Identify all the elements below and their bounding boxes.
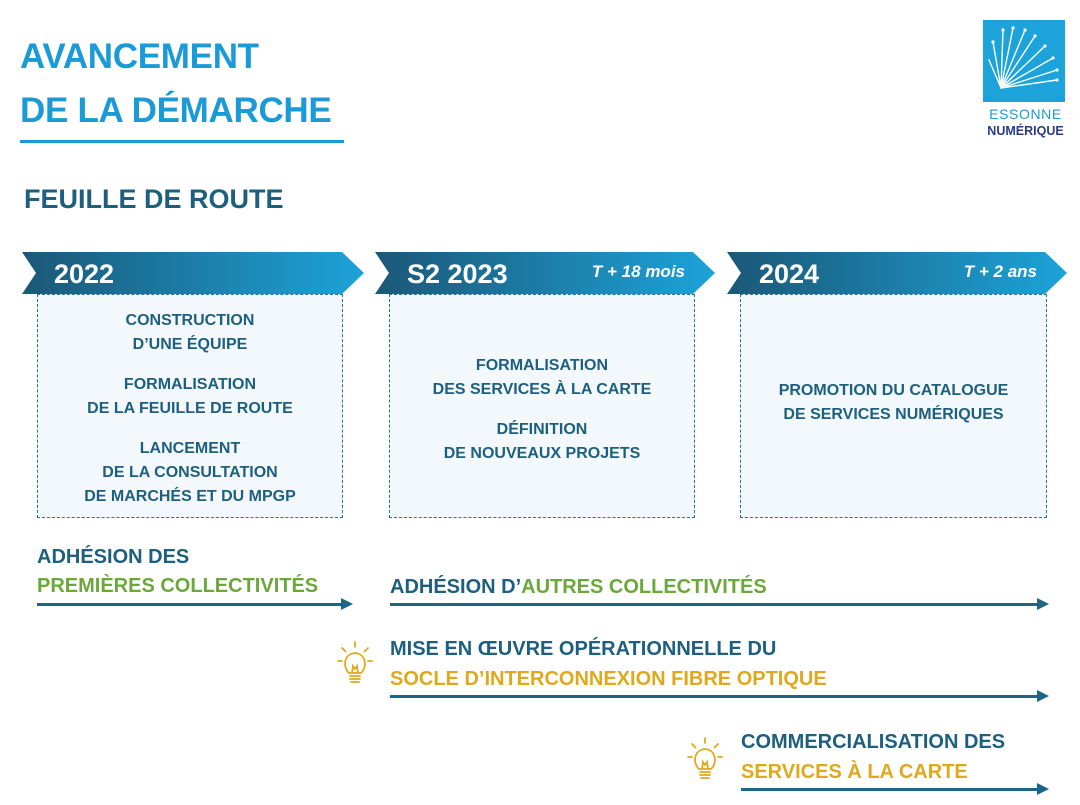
phase-item: FORMALISATION DES SERVICES À LA CARTE <box>432 357 652 398</box>
starburst-logo-icon <box>983 20 1065 102</box>
logo-text-essonne: ESSONNE <box>989 106 1062 122</box>
phase-item: PROMOTION DU CATALOGUE DE SERVICES NUMÉRIQUES <box>778 382 1009 423</box>
phase-item: DÉFINITION DE NOUVEAUX PROJETS <box>443 421 641 462</box>
logo-text-numerique: NUMÉRIQUE <box>987 124 1064 138</box>
phase-banner-2023 <box>375 252 715 294</box>
track-adhesion-first-label: ADHÉSION DES <box>37 546 190 568</box>
phase-item: FORMALISATION DE LA FEUILLE DE ROUTE <box>87 376 293 417</box>
phase-banner-2022 <box>22 252 364 294</box>
section-subtitle: FEUILLE DE ROUTE <box>24 184 284 214</box>
page-title-line1: AVANCEMENT <box>20 37 259 76</box>
title-underline <box>20 140 344 143</box>
phase-period: T + 2 ans <box>963 262 1037 281</box>
phase-year: 2022 <box>54 259 115 289</box>
phase-box-2024 <box>740 294 1047 518</box>
track-socle-label: MISE EN ŒUVRE OPÉRATIONNELLE DU <box>390 638 777 660</box>
track-adhesion-first-highlight: PREMIÈRES COLLECTIVITÉS <box>37 575 319 597</box>
phase-year: S2 2023 <box>407 259 508 289</box>
phase-period: T + 18 mois <box>591 262 685 281</box>
track-adhesion-other-arrow <box>390 603 1041 606</box>
track-commercial-arrow <box>741 788 1041 791</box>
track-socle-highlight: SOCLE D’INTERCONNEXION FIBRE OPTIQUE <box>390 668 827 690</box>
phase-item: LANCEMENT DE LA CONSULTATION DE MARCHÉS ET DU MPGP <box>84 440 296 505</box>
track-adhesion-first-arrow <box>37 603 345 606</box>
lightbulb-icon <box>687 736 723 784</box>
track-commercial-highlight: SERVICES À LA CARTE <box>741 761 968 783</box>
phase-box-2022 <box>37 294 343 518</box>
phase-year: 2024 <box>759 259 820 289</box>
page-title-line2: DE LA DÉMARCHE <box>20 91 332 130</box>
phase-banner-2024 <box>727 252 1067 294</box>
phase-item: CONSTRUCTION D’UNE ÉQUIPE <box>125 312 255 353</box>
lightbulb-icon <box>337 640 373 688</box>
page-title <box>20 30 331 138</box>
track-commercial-label: COMMERCIALISATION DES <box>741 731 1006 753</box>
track-socle-arrow <box>390 695 1041 698</box>
phase-box-2023 <box>389 294 695 518</box>
track-adhesion-other-label: ADHÉSION D’AUTRES COLLECTIVITÉS <box>390 576 767 598</box>
